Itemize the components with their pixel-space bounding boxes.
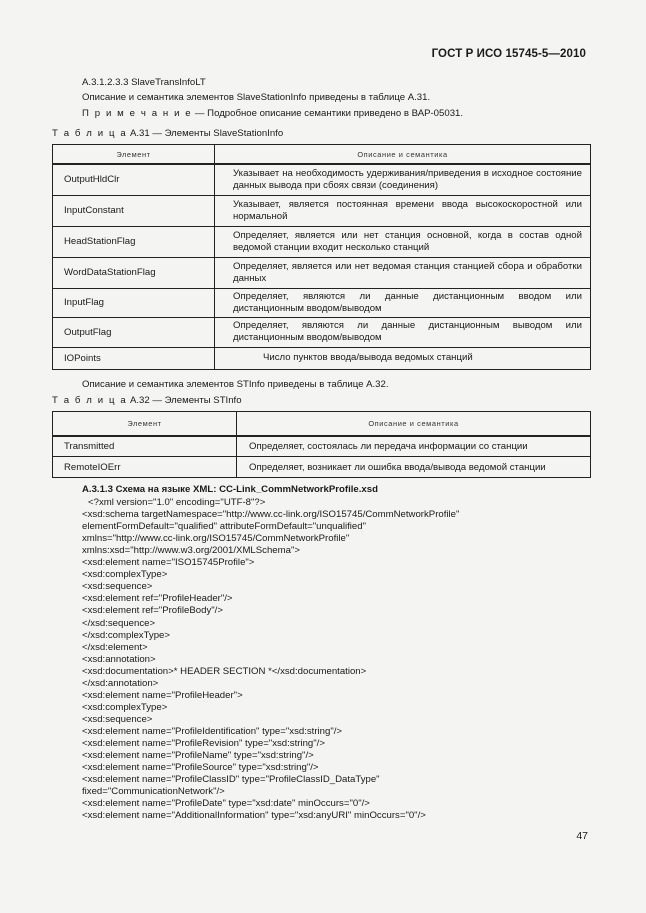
table31-desc-cell: Определяет, является или нет ведомая станция станцией сбора и обработки данных xyxy=(215,257,591,288)
schema-line: <xsd:sequence> xyxy=(82,581,153,593)
table31-element-cell: InputConstant xyxy=(53,195,215,226)
schema-line: xmlns="http://www.cc-link.org/ISO15745/CommNetworkProfile" xyxy=(82,533,350,545)
table31-row xyxy=(53,195,591,226)
schema-line: <xsd:documentation>* HEADER SECTION *</xsd:documentation> xyxy=(82,665,367,677)
schema-line: <xsd:element name="AdditionalInformation" type="xsd:anyURI" minOccurs="0"/> xyxy=(82,810,426,822)
schema-line: <xsd:element name="ProfileHeader"> xyxy=(82,689,243,701)
table31-header-element: Элемент xyxy=(53,145,215,165)
schema-line: <xsd:sequence> xyxy=(82,713,153,725)
section-heading: А.3.1.2.3.3 SlaveTransInfoLT xyxy=(82,77,206,88)
schema-line: <xsd:element name="ProfileRevision" type="xsd:string"/> xyxy=(82,738,325,749)
table31-element-cell: HeadStationFlag xyxy=(53,226,215,257)
schema-line: fixed="CommunicationNetwork"/> xyxy=(82,786,225,798)
table32-desc-cell: Определяет, состоялась ли передача информации со станции xyxy=(237,436,591,457)
schema-line: <xsd:annotation> xyxy=(82,653,156,665)
table32-desc-cell: Определяет, возникает ли ошибка ввода/вывода ведомой станции xyxy=(237,457,591,478)
schema-line: <xsd:element name="ProfileName" type="xsd:string"/> xyxy=(82,750,314,762)
intro-text: Описание и семантика элементов SlaveStationInfo приведены в таблице А.31. xyxy=(82,92,431,103)
table32-element-cell: RemoteIOErr xyxy=(53,457,237,478)
table32-row xyxy=(53,436,591,457)
table31-header-desc: Описание и семантика xyxy=(215,145,591,165)
table31-element-cell: InputFlag xyxy=(53,288,215,317)
schema-heading: А.3.1.3 Схема на языке XML: CC-Link_CommNetworkProfile.xsd xyxy=(82,484,378,495)
table32-caption-text: А.32 — Элементы STInfo xyxy=(127,395,242,406)
schema-line: <xsd:element name="ProfileClassID" type="ProfileClassID_DataType" xyxy=(82,774,380,786)
table32-row xyxy=(53,457,591,478)
table31-desc-cell: Указывает на необходимость удерживания/приведения в исходное состояние данных вывода при сбоях связи (соединения) xyxy=(215,164,591,195)
table31-caption-text: А.31 — Элементы SlaveStationInfo xyxy=(127,128,284,139)
schema-line: <xsd:element name="ISO15745Profile"> xyxy=(82,557,255,569)
table31-desc-cell: Определяет, являются ли данные дистанционным выводом или дистанционным вводом/выводом xyxy=(215,317,591,347)
schema-line: <xsd:element name="ProfileDate" type="xsd:date" minOccurs="0"/> xyxy=(82,798,370,810)
schema-line: <xsd:complexType> xyxy=(82,701,168,713)
schema-line: <?xml version="1.0" encoding="UTF-8"?> xyxy=(88,497,266,508)
note-text: — Подробное описание семантики приведено в ВАР-05031. xyxy=(192,108,464,119)
schema-line: <xsd:element name="ProfileSource" type="xsd:string"/> xyxy=(82,762,319,774)
table32-caption-label: Т а б л и ц а xyxy=(52,395,128,406)
schema-line: <xsd:element ref="ProfileBody"/> xyxy=(82,605,223,617)
table32-caption xyxy=(52,395,242,407)
schema-line: elementFormDefault="qualified" attributeFormDefault="unqualified" xyxy=(82,521,366,533)
table31-caption xyxy=(52,128,283,140)
schema-line: <xsd:schema targetNamespace="http://www.cc-link.org/ISO15745/CommNetworkProfile" xyxy=(82,509,460,521)
table31-caption-label: Т а б л и ц а xyxy=(52,128,128,139)
schema-line: </xsd:sequence> xyxy=(82,617,156,629)
table31-desc-cell: Определяет, является или нет станция основной, когда в состав одной ведомой станции входит несколько станций xyxy=(215,226,591,257)
schema-line: </xsd:annotation> xyxy=(82,677,159,689)
schema-line: <xsd:complexType> xyxy=(82,569,168,581)
between-text: Описание и семантика элементов STInfo приведены в таблице А.32. xyxy=(82,379,389,390)
table31-row xyxy=(53,257,591,288)
table31-row xyxy=(53,164,591,195)
standard-header: ГОСТ Р ИСО 15745-5—2010 xyxy=(431,48,586,60)
table31-element-cell: OutputFlag xyxy=(53,317,215,347)
table-a31 xyxy=(52,144,591,370)
page-number: 47 xyxy=(576,830,588,842)
table31-row xyxy=(53,317,591,347)
table32-element-cell: Transmitted xyxy=(53,436,237,457)
table31-desc-cell: Число пунктов ввода/вывода ведомых станций xyxy=(215,347,591,369)
table31-element-cell: WordDataStationFlag xyxy=(53,257,215,288)
note-label: П р и м е ч а н и е xyxy=(82,108,193,119)
table32-header-element: Элемент xyxy=(53,412,237,436)
table31-row xyxy=(53,288,591,317)
table-a32 xyxy=(52,411,591,478)
table31-row xyxy=(53,226,591,257)
table31-element-cell: IOPoints xyxy=(53,347,215,369)
table32-header-desc: Описание и семантика xyxy=(237,412,591,436)
schema-line: <xsd:element ref="ProfileHeader"/> xyxy=(82,593,233,605)
note xyxy=(82,108,463,120)
schema-line: </xsd:element> xyxy=(82,641,148,653)
table31-element-cell: OutputHldClr xyxy=(53,164,215,195)
table31-row xyxy=(53,347,591,369)
schema-line: </xsd:complexType> xyxy=(82,629,170,641)
table31-desc-cell: Указывает, является постоянная времени ввода высокоскоростной или нормальной xyxy=(215,195,591,226)
schema-line: xmlns:xsd="http://www.w3.org/2001/XMLSchema"> xyxy=(82,545,300,557)
schema-line: <xsd:element name="ProfileIdentification" type="xsd:string"/> xyxy=(82,725,343,737)
table31-desc-cell: Определяет, являются ли данные дистанционным вводом или дистанционным вводом/выводом xyxy=(215,288,591,317)
